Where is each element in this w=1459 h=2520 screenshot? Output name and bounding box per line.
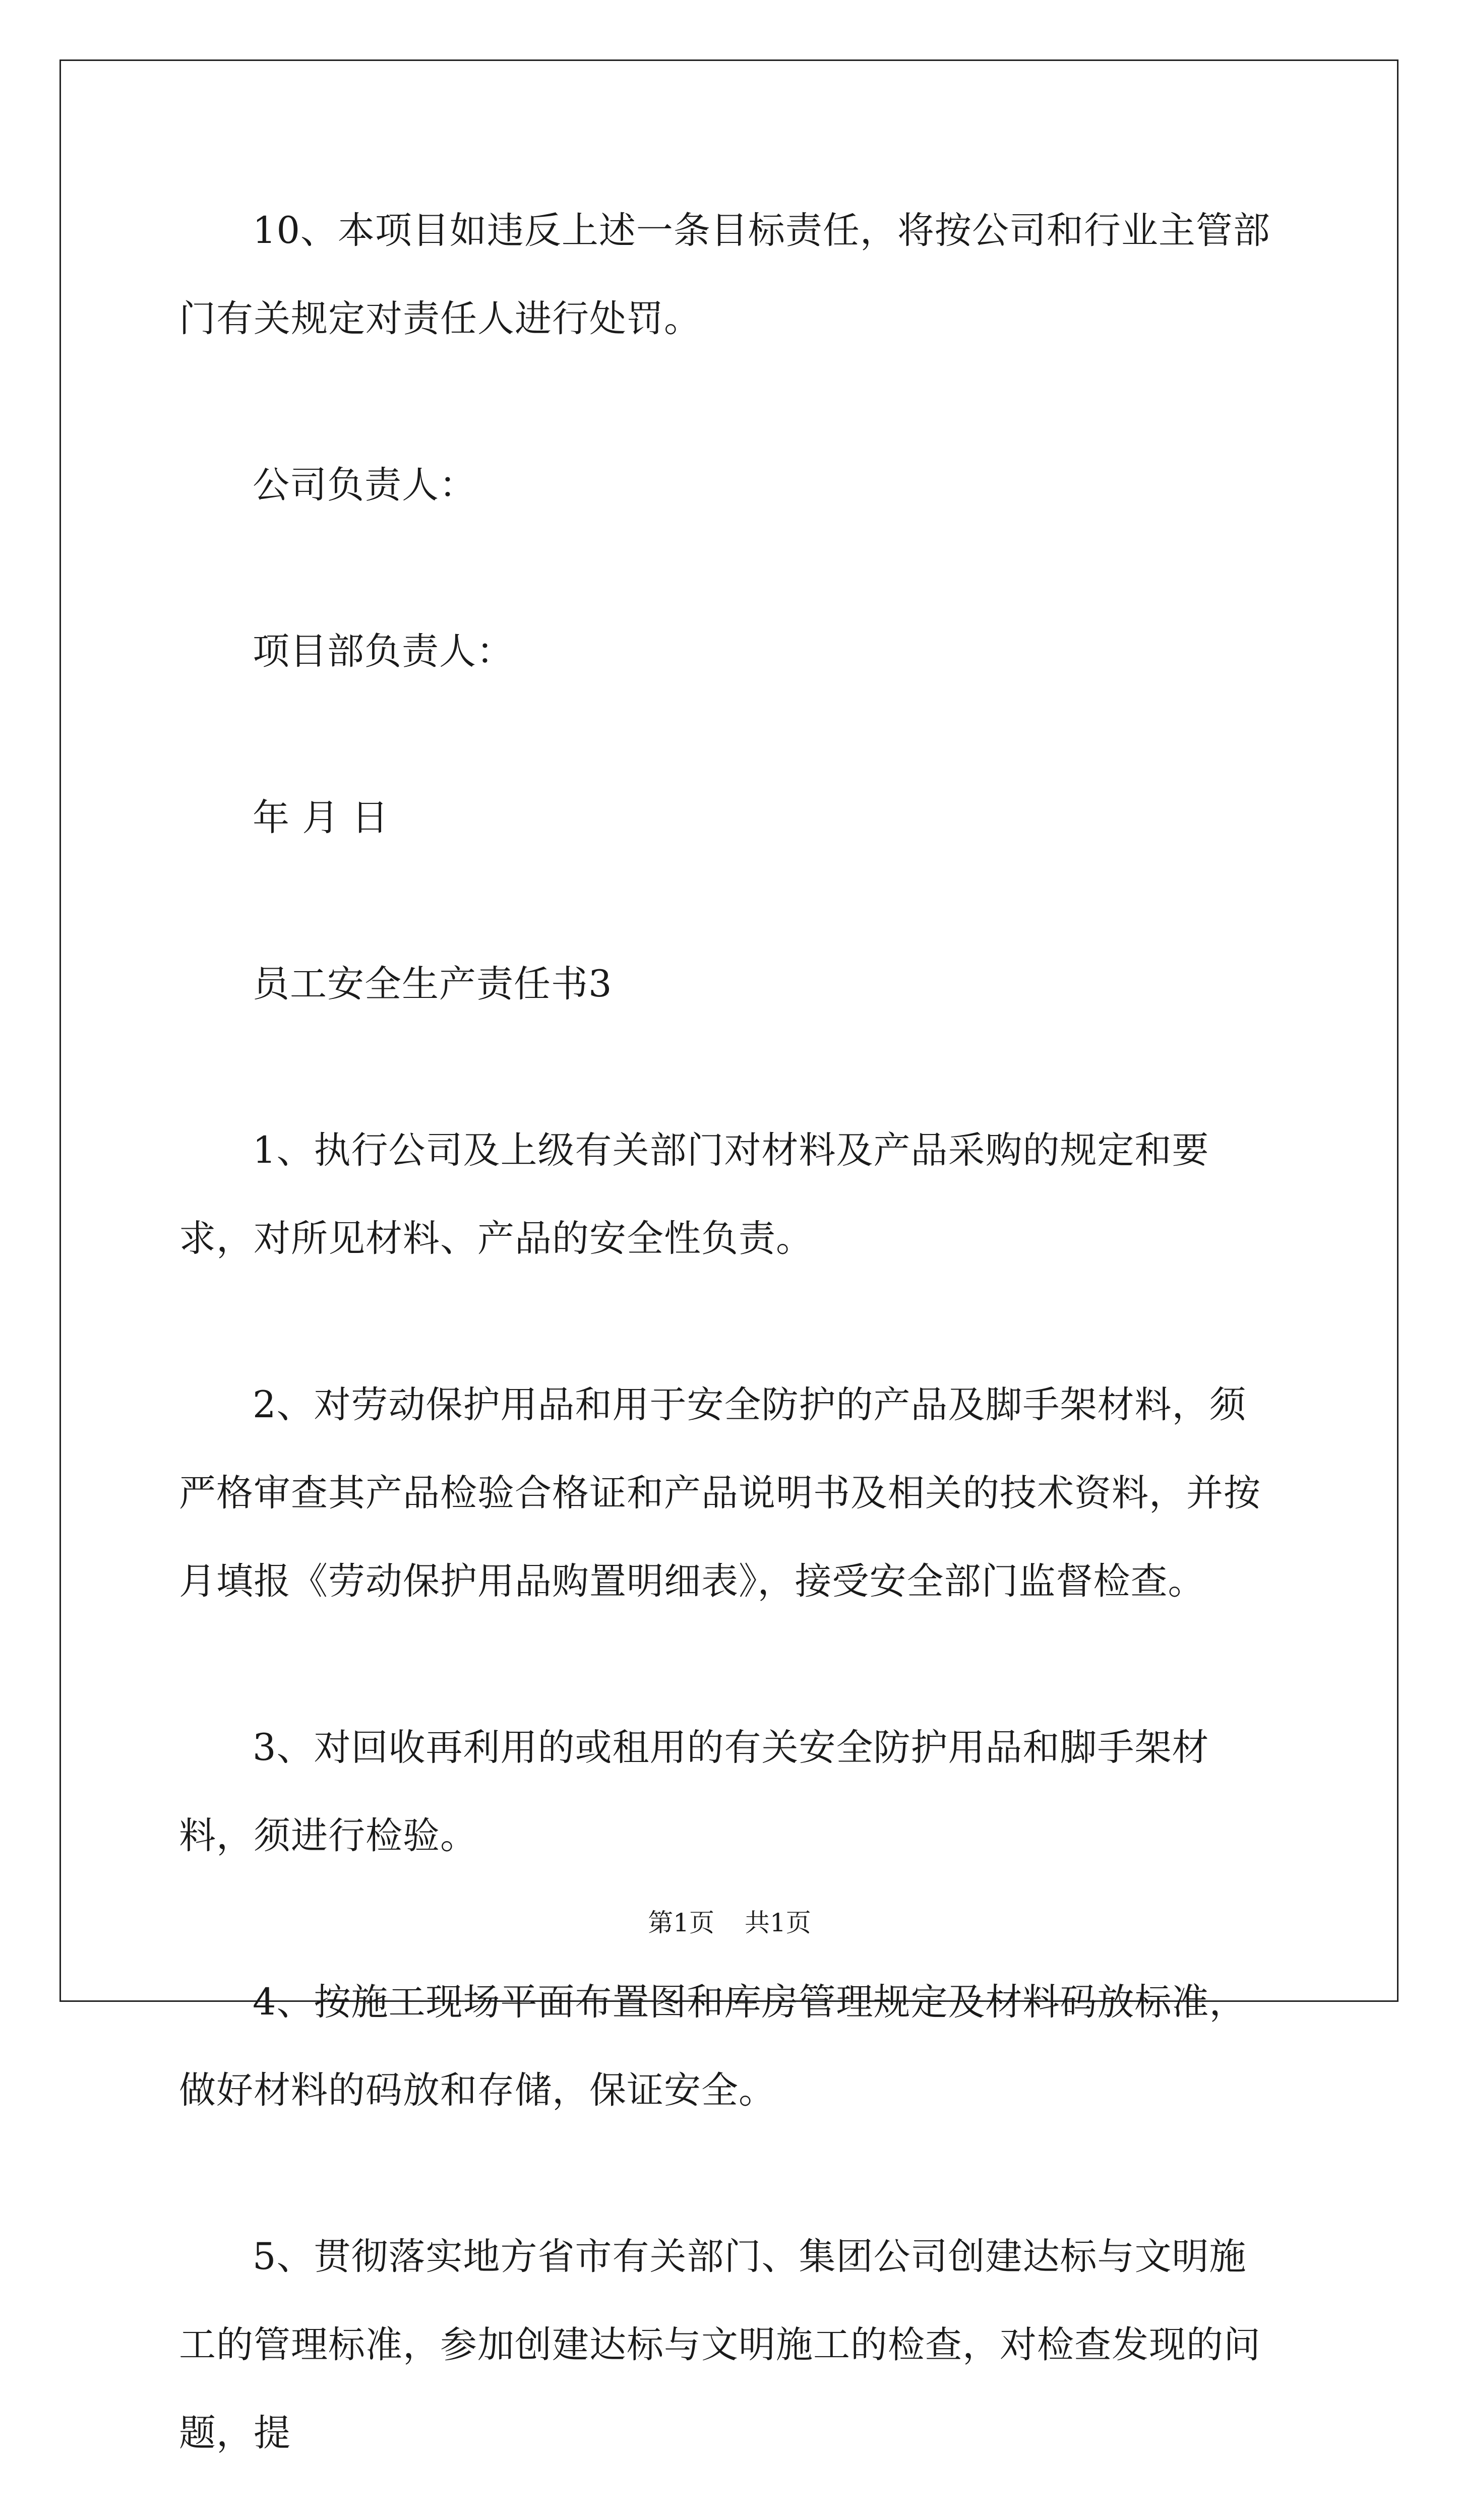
project-signer-line: 项目部负责人：: [253, 630, 514, 673]
page-footer: [0, 1908, 1459, 1938]
paragraph-item-2: 2、对劳动保护用品和用于安全防护的产品及脚手架材料，须严格审查其产品检验合格证和产品说明书及相关的技术资料，并按月填报《劳动保护用品购置明细表》，接受安全部门监督检查。: [179, 1383, 1261, 1603]
document-body: [179, 186, 1278, 2520]
section-title: 员工安全生产责任书3: [253, 963, 613, 1005]
paragraph-item-4: 4、按施工现场平面布置图和库房管理规定及材料码放标准，做好材料的码放和存储，保证安全。: [179, 1981, 1247, 2112]
paragraph-item-1: 1、执行公司及上级有关部门对材料及产品采购的规定和要求，对所见材料、产品的安全性负责。: [179, 1129, 1209, 1260]
paragraph-item-10: 10、本项目如违反上述一条目标责任，将按公司和行业主管部门有关规定对责任人进行处罚。: [179, 209, 1270, 340]
page-number: 第1页: [648, 1908, 714, 1937]
paragraph-item-5: 5、贯彻落实地方省市有关部门、集团公司创建达标与文明施工的管理标准，参加创建达标与文明施工的检查，对检查发现的问题，提: [179, 2235, 1261, 2454]
date-line: 年 月 日: [253, 796, 389, 839]
company-signer-line: 公司负责人：: [253, 464, 476, 507]
page-total: 共1页: [745, 1908, 811, 1937]
paragraph-item-3: 3、对回收再利用的或租用的有关安全防护用品和脚手架材料，须进行检验。: [179, 1726, 1209, 1857]
